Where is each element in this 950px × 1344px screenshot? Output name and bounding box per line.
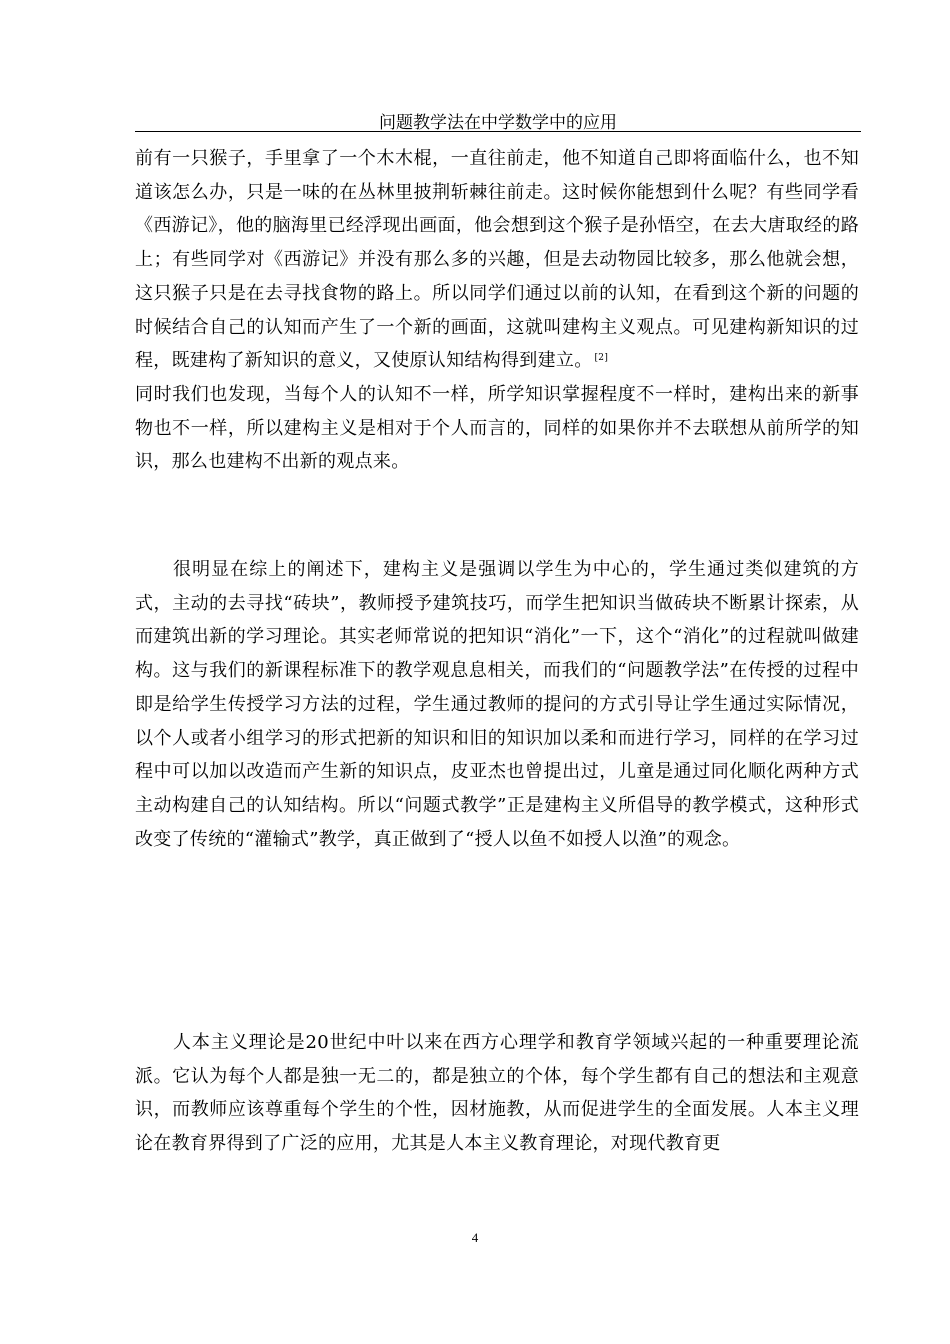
body-paragraph-1 (135, 142, 859, 479)
paragraph-1-continuation: 同时我们也发现，当每个人的认知不一样，所学知识掌握程度不一样时，建构出来的新事物也不一样，所以建构主义是相对于个人而言的，同样的如果你并不去联想从前所学的知识，那么也建构不出新的观点来。 (135, 383, 859, 473)
body-paragraph-3: 人本主义理论是20世纪中叶以来在西方心理学和教育学领域兴起的一种重要理论流派。它认为每个人都是独一无二的，都是独立的个体，每个学生都有自己的想法和主观意识，而教师应该尊重每个学生的个性，因材施教，从而促进学生的全面发展。人本主义理论在教育界得到了广泛的应用，尤其是人本主义教育理论，对现代教育更 (135, 1032, 859, 1155)
page-header-title: 问题教学法在中学数学中的应用 (379, 113, 617, 133)
header-rule (135, 131, 861, 132)
paragraph-1-text: 前有一只猴子，手里拿了一个木木棍，一直往前走，他不知道自己即将面临什么，也不知道该怎么办，只是一味的在丛林里披荆斩棘往前走。这时候你能想到什么呢？有些同学看《西游记》，他的脑海里已经浮现出画面，他会想到这个猴子是孙悟空，在去大唐取经的路上；有些同学对《西游记》并没有那么多的兴趣，但是去动物园比较多，那么他就会想，这只猴子只是在去寻找食物的路上。所以同学们通过以前的认知，在看到这个新的问题的时候结合自己的认知而产生了一个新的画面，这就叫建构主义观点。可见建构新知识的过程，既建构了新知识的意义，又使原认知结构得到建立。 (135, 148, 859, 372)
body-paragraph-2: 很明显在综上的阐述下，建构主义是强调以学生为中心的，学生通过类似建筑的方式，主动的去寻找“砖块”，教师授予建筑技巧，而学生把知识当做砖块不断累计探索，从而建筑出新的学习理论。其实老师常说的把知识“消化”一下，这个“消化”的过程就叫做建构。这与我们的新课程标准下的教学观息息相关，而我们的“问题教学法”在传授的过程中即是给学生传授学习方法的过程，学生通过教师的提问的方式引导让学生通过实际情况，以个人或者小组学习的形式把新的知识和旧的知识加以柔和而进行学习，同样的在学习过程中可以加以改造而产生新的知识点，皮亚杰也曾提出过，儿童是通过同化顺化两种方式主动构建自己的认知结构。所以“问题式教学”正是建构主义所倡导的教学模式，这种形式改变了传统的“灌输式”教学，真正做到了“授人以鱼不如授人以渔”的观念。 (135, 559, 859, 850)
citation-marker: [2] (594, 353, 609, 364)
page-number: 4 (471, 1230, 479, 1245)
